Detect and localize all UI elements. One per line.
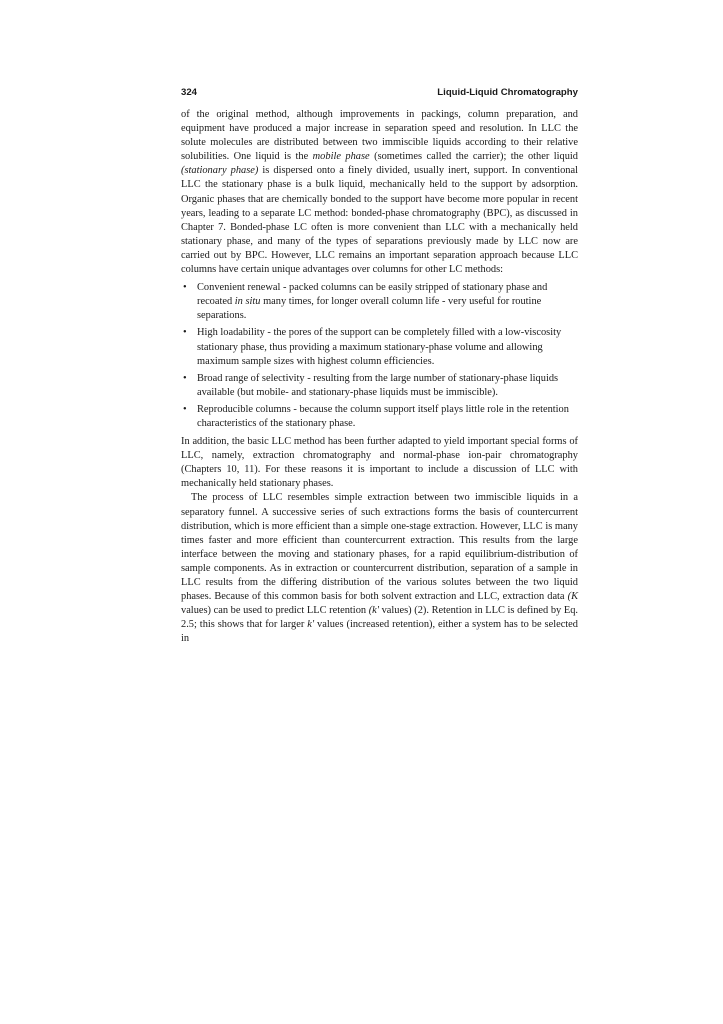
text-run: values (increased retention), either a system has to be selected in	[181, 619, 578, 645]
term-k-prime: k'	[307, 619, 315, 631]
chapter-title: Liquid-Liquid Chromatography	[437, 87, 578, 98]
term-stationary-phase: (stationary phase)	[181, 165, 259, 177]
text-run: values) (2). Retention in LLC is defined by Eq. 2.5; this shows that for larger	[181, 605, 578, 631]
bullet-icon: •	[183, 372, 187, 384]
running-head	[181, 86, 578, 100]
bullet-icon: •	[183, 327, 187, 339]
text-run: High loadability - the pores of the support can be completely filled with a low-viscosity stationary phase, thus providing a maximum stationary-phase volume and allowing maximum sample sizes with highest column efficiencies.	[197, 327, 562, 367]
document-page	[181, 86, 578, 646]
text-run: is dispersed onto a finely divided, usually inert, support. In conventional LLC the stationary phase is a bulk liquid, mechanically held to the support by adsorption. Organic phases that are chemically bonded to the support have become more popular in recent years, leading to a separate LC method: bonded-phase chromatography (BPC), as discussed in Chapter 7. Bonded-phase LC often is more convenient than LLC with a mechanically held stationary phase, and many of the types of separations previously made by LLC now are carried out by BPC. However, LLC remains an important separation approach because LLC columns have certain unique advantages over columns for other LC methods:	[181, 165, 578, 276]
list-item	[181, 372, 578, 400]
text-run: values) can be used to predict LLC retention	[181, 605, 369, 617]
bullet-icon: •	[183, 403, 187, 415]
term-k-values: (K	[567, 591, 578, 603]
paragraph-intro	[181, 108, 578, 277]
text-run: many times, for longer overall column life - very useful for routine separations.	[197, 296, 542, 322]
text-run: The process of LLC resembles simple extraction between two immiscible liquids in a separatory funnel. A successive series of such extractions forms the basis of countercurrent distribution, which is more efficient than a simple one-stage extraction. However, LLC is many times faster and more efficient than countercurrent extraction. This results from the large interface between the moving and stationary phases, for a rapid equilibrium-distribution of sample components. As in extraction or countercurrent distribution, separation of a sample in LLC results from the differing distribution of the various solutes between the two liquid phases. Because of this common basis for both solvent extraction and LLC, extraction data	[181, 492, 578, 603]
list-item	[181, 403, 578, 431]
term-mobile-phase: mobile phase	[312, 151, 370, 163]
page-number: 324	[181, 87, 198, 98]
advantages-list	[181, 281, 578, 431]
term-in-situ: in situ	[234, 296, 261, 308]
text-run: Broad range of selectivity - resulting from the large number of stationary-phase liquids available (but mobile- and stationary-phase liquids must be immiscible).	[197, 372, 559, 398]
text-run: of the original method, although improvements in packings, column preparation, and equipment have produced a major increase in separation speed and resolution. In LLC the solute molecules are distributed between two immiscible liquids according to their relative solubilities. One liquid is the	[181, 109, 578, 163]
list-item	[181, 281, 578, 323]
paragraph-addition: In addition, the basic LLC method has been further adapted to yield important special forms of LLC, namely, extraction chromatography and normal-phase ion-pair chromatography (Chapters 10, 11). For these reasons it is important to include a discussion of LLC with mechanically held stationary phases.	[181, 436, 578, 490]
term-k-prime-values: (k'	[368, 605, 379, 617]
paragraph-process	[181, 491, 578, 646]
list-item	[181, 326, 578, 368]
bullet-icon: •	[183, 282, 187, 294]
text-run: Convenient renewal - packed columns can be easily stripped of stationary phase and recoated	[197, 282, 548, 308]
text-run: (sometimes called the carrier); the other liquid	[369, 151, 578, 163]
text-run: Reproducible columns - because the column support itself plays little role in the retention characteristics of the stationary phase.	[197, 403, 569, 429]
